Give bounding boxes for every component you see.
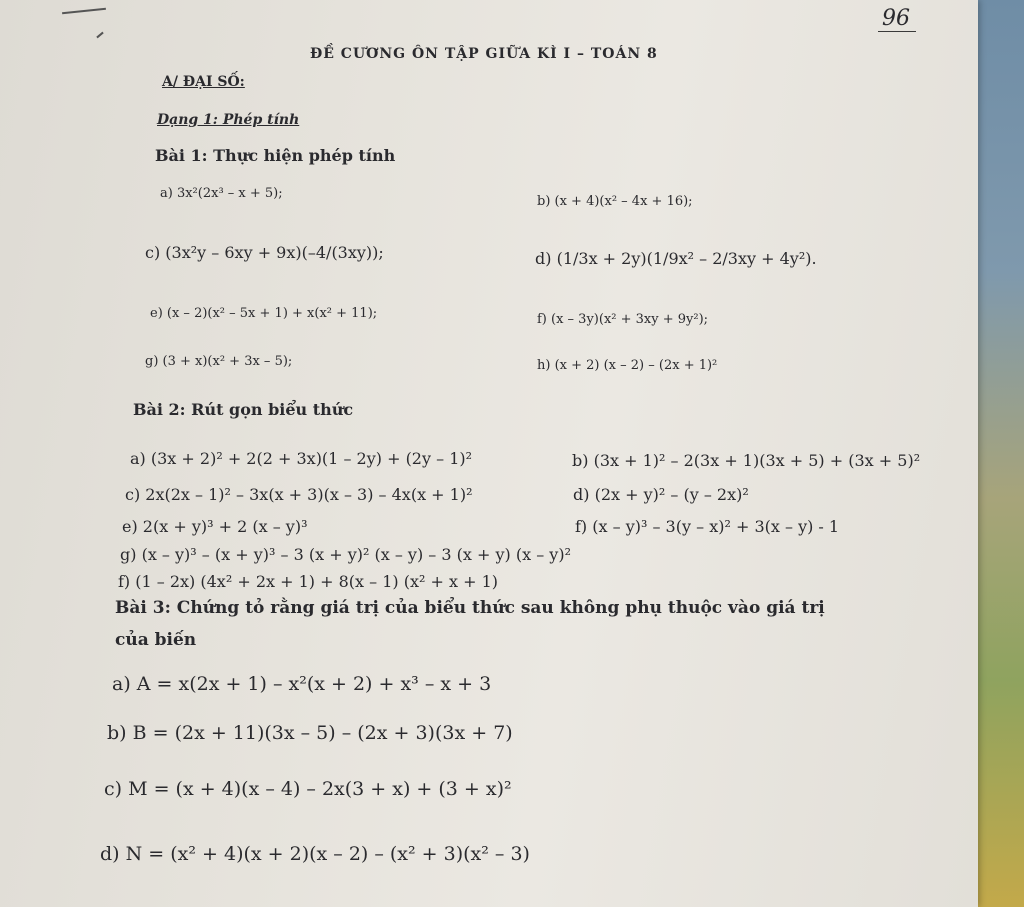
exercise-heading: Bài 3: Chứng tỏ rằng giá trị của biểu thức sau không phụ thuộc vào giá trị bbox=[115, 598, 825, 618]
page-number: 96 bbox=[878, 6, 916, 32]
pen-mark bbox=[62, 8, 106, 15]
exercise-item: d) (1/3x + 2y)(1/9x² – 2/3xy + 4y²). bbox=[535, 249, 817, 268]
exercise-item: c) 2x(2x – 1)² – 3x(x + 3)(x – 3) – 4x(x + 1)² bbox=[125, 485, 473, 504]
exercise-item: b) (x + 4)(x² – 4x + 16); bbox=[537, 194, 693, 209]
exercise-item: a) (3x + 2)² + 2(2 + 3x)(1 – 2y) + (2y – 1)² bbox=[130, 449, 473, 468]
exercise-item: b) B = (2x + 11)(3x – 5) – (2x + 3)(3x + 7) bbox=[107, 722, 513, 744]
exercise-item: f) (x – 3y)(x² + 3xy + 9y²); bbox=[537, 312, 709, 327]
exercise-item: c) M = (x + 4)(x – 4) – 2x(3 + x) + (3 + x)² bbox=[104, 778, 512, 800]
subsection-heading: Dạng 1: Phép tính bbox=[157, 112, 300, 128]
exercise-item: f) (x – y)³ – 3(y – x)² + 3(x – y) - 1 bbox=[575, 517, 840, 536]
exercise-item: b) (3x + 1)² – 2(3x + 1)(3x + 5) + (3x + 5)² bbox=[572, 451, 921, 470]
exercise-item: g) (x – y)³ – (x + y)³ – 3 (x + y)² (x – y) – 3 (x + y) (x – y)² bbox=[120, 545, 571, 564]
exercise-item: c) (3x²y – 6xy + 9x)(–4/(3xy)); bbox=[145, 243, 384, 262]
exercise-heading: Bài 1: Thực hiện phép tính bbox=[155, 146, 396, 165]
exercise-item: a) A = x(2x + 1) – x²(x + 2) + x³ – x + 3 bbox=[112, 673, 492, 695]
exercise-item: d) (2x + y)² – (y – 2x)² bbox=[573, 485, 749, 504]
exercise-item: f) (1 – 2x) (4x² + 2x + 1) + 8(x – 1) (x² + x + 1) bbox=[118, 572, 498, 591]
page-title: ĐỀ CƯƠNG ÔN TẬP GIỮA KÌ I – TOÁN 8 bbox=[310, 46, 658, 62]
exercise-item: a) 3x²(2x³ – x + 5); bbox=[160, 186, 283, 201]
exercise-item: h) (x + 2) (x – 2) – (2x + 1)² bbox=[537, 358, 718, 373]
exercise-item: g) (3 + x)(x² + 3x – 5); bbox=[145, 354, 293, 369]
pen-mark bbox=[96, 32, 103, 39]
exercise-item: e) (x – 2)(x² – 5x + 1) + x(x² + 11); bbox=[150, 306, 378, 321]
exercise-item: d) N = (x² + 4)(x + 2)(x – 2) – (x² + 3)(x² – 3) bbox=[100, 843, 530, 865]
exercise-heading-continued: của biến bbox=[115, 630, 197, 650]
exercise-item: e) 2(x + y)³ + 2 (x – y)³ bbox=[122, 517, 308, 536]
section-heading: A/ ĐẠI SỐ: bbox=[162, 74, 245, 90]
exercise-heading: Bài 2: Rút gọn biểu thức bbox=[133, 400, 354, 419]
